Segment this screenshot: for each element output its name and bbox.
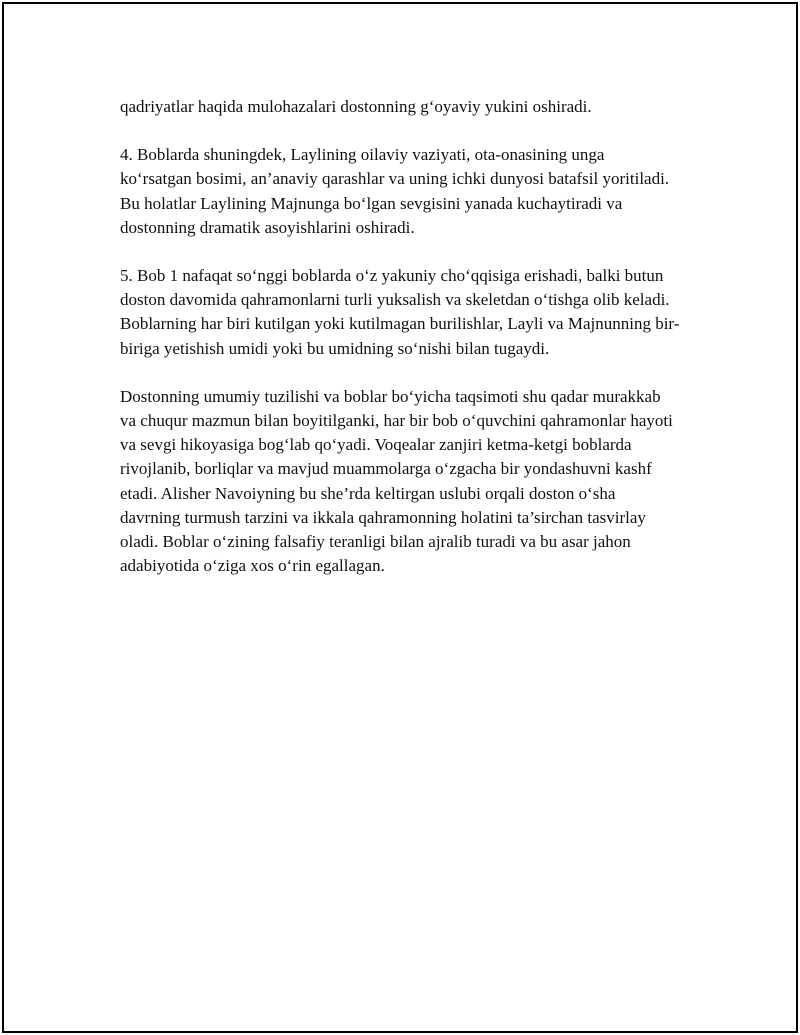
paragraph-point-4: 4. Boblarda shuningdek, Laylining oilaviy vaziyati, ota-onasining unga ko‘rsatgan bosimi, an’anaviy qarashlar va uning ichki dunyosi batafsil yoritiladi. Bu holatlar Laylining Majnunga bo‘lgan sevgisini yanada kuchaytiradi va dostonning dramatik asoyishlarini oshiradi. (120, 145, 670, 237)
paragraph-conclusion: Dostonning umumiy tuzilishi va boblar bo‘yicha taqsimoti shu qadar murakkab va chuqur mazmun bilan boyitilganki, har bir bob o‘quvchini qahramonlar hayoti va sevgi hikoyasiga bog‘lab qo‘yadi. Voqealar zanjiri ketma-ketgi boblarda rivojlanib, borliqlar va mavjud muammolarga o‘zgacha bir yondashuvni kashf etadi. Alisher Navoiyning bu she’rda keltirgan uslubi orqali doston o‘sha davrning turmush tarzini va ikkala qahramonning holatini ta’sirchan tasvirlay oladi. Boblar o‘zining falsafiy teranligi bilan ajralib turadi va bu asar jahon adabiyotida o‘ziga xos o‘rin egallagan. (120, 386, 673, 576)
paragraph-continuation: qadriyatlar haqida mulohazalari dostonning g‘oyaviy yukini oshiradi. (120, 97, 592, 116)
paragraph-point-5: 5. Bob 1 nafaqat so‘nggi boblarda o‘z yakuniy cho‘qqisiga erishadi, balki butun doston davomida qahramonlarni turli yuksalish va skeletdan o‘tishga olib keladi. Boblarning har biri kutilgan yoki kutilmagan burilishlar, Layli va Majnunning bir-biriga yetishish umidi yoki bu umidning so‘nishi bilan tugaydi. (120, 266, 680, 358)
document-page (2, 2, 798, 1033)
document-body (120, 95, 680, 602)
